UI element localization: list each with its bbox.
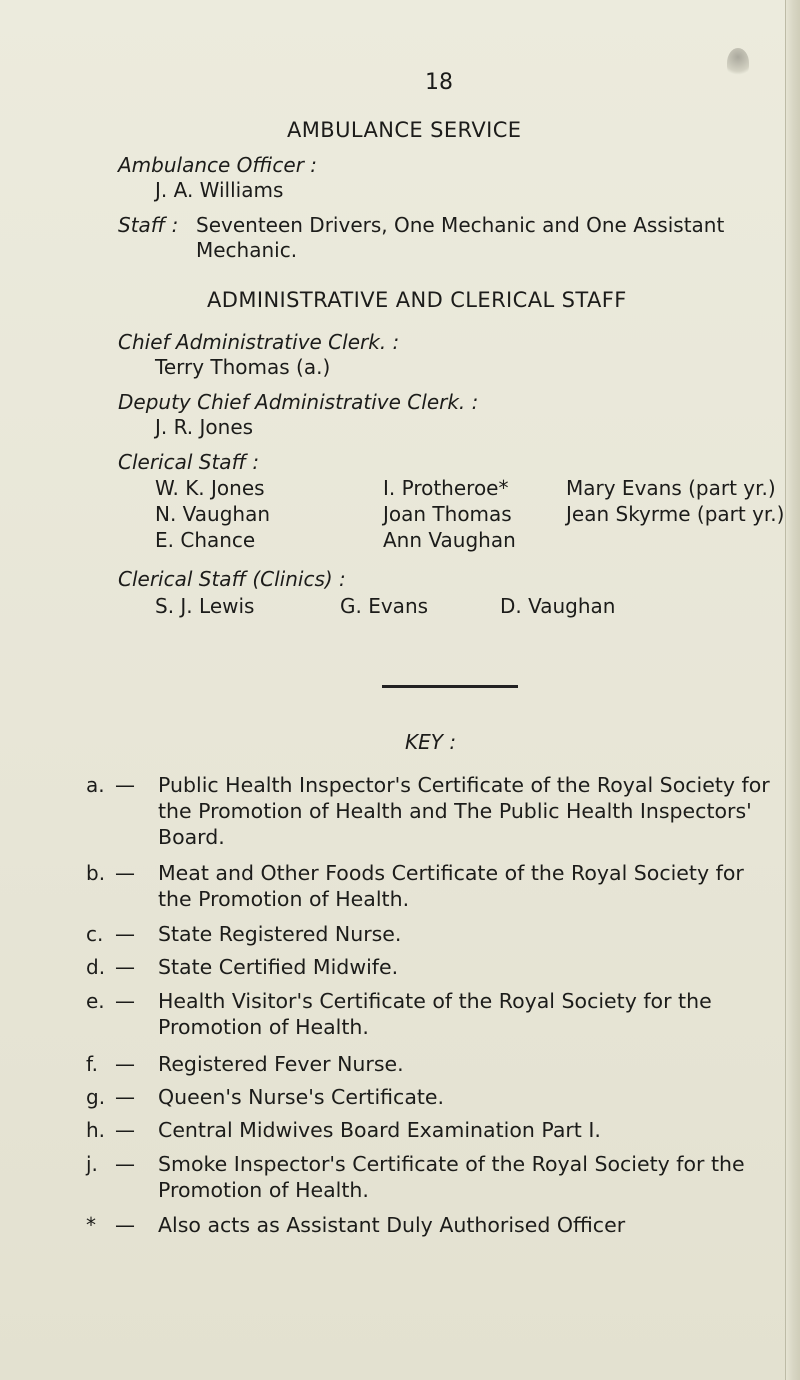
page-edge-shadow [785, 0, 800, 1380]
key-text: Promotion of Health. [158, 1178, 369, 1202]
section-divider [382, 685, 518, 688]
key-text: State Certified Midwife. [158, 955, 399, 979]
key-dash: — [115, 922, 135, 946]
clinics-name: D. Vaughan [500, 594, 616, 618]
key-letter: f. [86, 1052, 98, 1076]
key-text: Queen's Nurse's Certificate. [158, 1085, 445, 1109]
clinics-name: S. J. Lewis [155, 594, 255, 618]
key-letter: c. [86, 922, 104, 946]
key-dash: — [115, 1152, 135, 1176]
key-text: Meat and Other Foods Certificate of the Royal Society for [158, 861, 744, 885]
key-text: Health Visitor's Certificate of the Royal Society for the [158, 989, 712, 1013]
key-dash: — [115, 955, 135, 979]
clerical-name: Jean Skyrme (part yr.) [566, 502, 785, 526]
ambulance-officer-name: J. A. Williams [155, 178, 284, 202]
key-text: Registered Fever Nurse. [158, 1052, 404, 1076]
key-text: Promotion of Health. [158, 1015, 369, 1039]
key-text: State Registered Nurse. [158, 922, 402, 946]
key-dash: — [115, 1213, 135, 1237]
page-number: 18 [425, 70, 453, 95]
ink-smudge [727, 48, 749, 78]
clinics-name: G. Evans [340, 594, 429, 618]
key-dash: — [115, 1052, 135, 1076]
deputy-clerk-label: Deputy Chief Administrative Clerk. : [118, 390, 479, 414]
key-letter: h. [86, 1118, 106, 1142]
ambulance-heading: AMBULANCE SERVICE [287, 118, 522, 142]
ambulance-officer-label: Ambulance Officer : [118, 153, 318, 177]
clerical-name: Ann Vaughan [383, 528, 516, 552]
key-letter: j. [86, 1152, 98, 1176]
clinics-staff-label: Clerical Staff (Clinics) : [118, 567, 346, 591]
key-dash: — [115, 861, 135, 885]
ambulance-staff-label: Staff : [118, 213, 179, 237]
clerical-name: N. Vaughan [155, 502, 271, 526]
deputy-clerk-name: J. R. Jones [155, 415, 254, 439]
key-dash: — [115, 773, 135, 797]
clerical-name: Joan Thomas [383, 502, 512, 526]
admin-heading: ADMINISTRATIVE AND CLERICAL STAFF [207, 288, 627, 312]
key-heading: KEY : [405, 730, 457, 754]
clerical-name: E. Chance [155, 528, 256, 552]
key-letter: b. [86, 861, 106, 885]
chief-clerk-label: Chief Administrative Clerk. : [118, 330, 400, 354]
ambulance-staff-line2: Mechanic. [196, 238, 298, 262]
key-dash: — [115, 1085, 135, 1109]
key-text: the Promotion of Health. [158, 887, 410, 911]
key-text: Central Midwives Board Examination Part I. [158, 1118, 601, 1142]
key-letter: a. [86, 773, 105, 797]
key-dash: — [115, 989, 135, 1013]
clerical-name: Mary Evans (part yr.) [566, 476, 776, 500]
key-letter: * [86, 1213, 96, 1237]
clerical-name: I. Protheroe* [383, 476, 509, 500]
key-text: Board. [158, 825, 225, 849]
key-letter: g. [86, 1085, 106, 1109]
clerical-staff-label: Clerical Staff : [118, 450, 260, 474]
key-letter: d. [86, 955, 106, 979]
clerical-name: W. K. Jones [155, 476, 265, 500]
key-dash: — [115, 1118, 135, 1142]
ambulance-staff-line1: Seventeen Drivers, One Mechanic and One Assistant [196, 213, 725, 237]
key-text: Smoke Inspector's Certificate of the Royal Society for the [158, 1152, 745, 1176]
chief-clerk-name: Terry Thomas (a.) [155, 355, 331, 379]
key-text: the Promotion of Health and The Public Health Inspectors' [158, 799, 752, 823]
key-text: Also acts as Assistant Duly Authorised Officer [158, 1213, 626, 1237]
key-letter: e. [86, 989, 105, 1013]
key-text: Public Health Inspector's Certificate of the Royal Society for [158, 773, 770, 797]
